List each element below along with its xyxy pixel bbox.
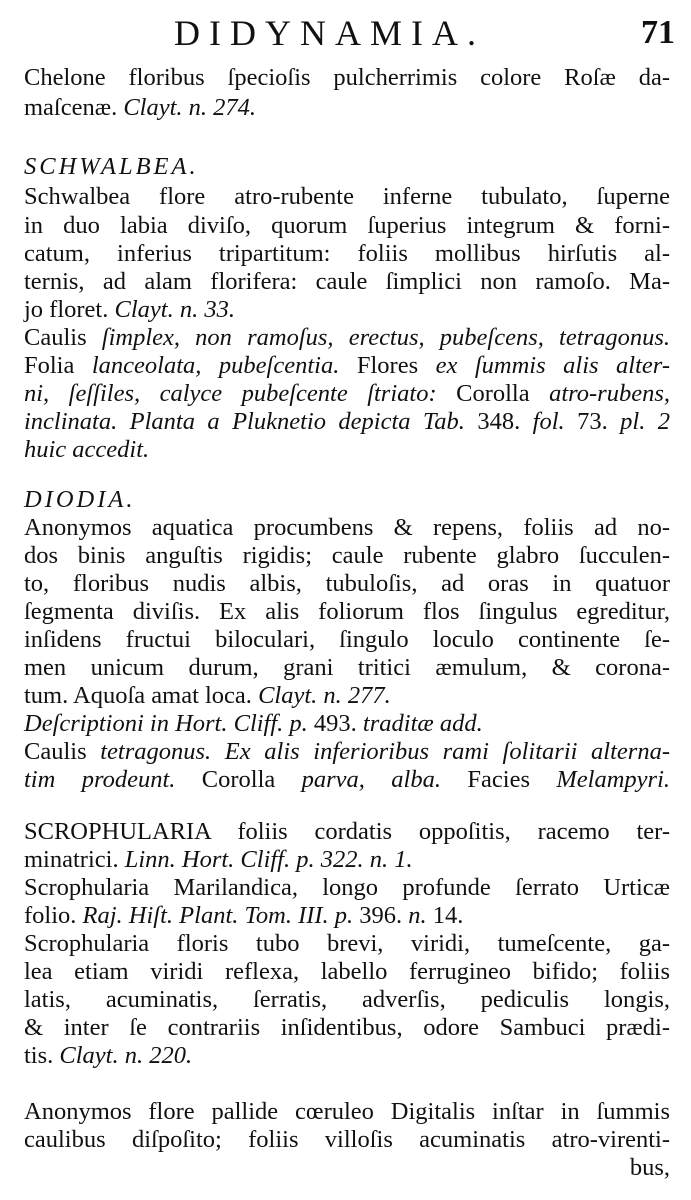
text-line xyxy=(24,598,670,626)
italic-run: pl. 2 xyxy=(620,408,671,435)
italic-run: tetragonus. Ex alis inferioribus rami ſolitarii alterna- xyxy=(100,738,670,765)
text-run: 73. xyxy=(564,408,621,435)
text-run: in duo labia diviſo, quorum ſuperius integrum & forni- xyxy=(24,212,670,239)
section-heading-schwalbea xyxy=(24,153,670,181)
text-run: latis, acuminatis, ſerratis, adverſis, pediculis longis, xyxy=(24,986,670,1013)
text-run: tum. Aquoſa amat loca. xyxy=(24,682,259,709)
italic-run: Clayt. n. 220. xyxy=(59,1042,193,1069)
text-run: ſegmenta diviſis. Ex alis foliorum flos ſingulus egreditur, xyxy=(24,598,670,625)
text-line xyxy=(24,902,670,930)
italic-run: Linn. Hort. Cliff. p. 322. n. 1. xyxy=(124,846,413,873)
text-line xyxy=(24,818,670,846)
text-run: jo floret. xyxy=(24,296,115,323)
italic-run: Clayt. n. 33. xyxy=(114,296,235,323)
text-line xyxy=(24,738,670,766)
text-line xyxy=(24,380,670,408)
text-run: tis. xyxy=(24,1042,60,1069)
text-line xyxy=(24,212,670,240)
text-run: maſcenæ. xyxy=(24,94,124,121)
text-run: Facies xyxy=(441,766,557,793)
text-run: Corolla xyxy=(175,766,302,793)
text-line xyxy=(24,1098,670,1126)
italic-run: Clayt. n. 274. xyxy=(123,94,257,121)
text-line xyxy=(24,542,670,570)
text-run: Flores xyxy=(339,352,436,379)
italic-run: fol. xyxy=(532,408,565,435)
text-run: Anonymos flore pallide cœruleo Digitalis inſtar in ſummis xyxy=(24,1098,670,1125)
text-run: Folia xyxy=(24,352,92,379)
italic-run: Raj. Hiſt. Plant. Tom. III. p. xyxy=(82,902,354,929)
italic-run: traditæ add. xyxy=(362,710,483,737)
italic-run: parva, alba. xyxy=(301,766,441,793)
text-run: 493. xyxy=(307,710,363,737)
italic-run: Melampyri. xyxy=(556,766,670,793)
text-run: to, floribus nudis albis, tubuloſis, ad oras in quatuor xyxy=(24,570,670,597)
text-run: Scrophularia Marilandica, longo profunde ſerrato Urticæ xyxy=(24,874,670,901)
text-run: dos binis anguſtis rigidis; caule rubente glabro ſucculen- xyxy=(24,542,670,569)
text-line xyxy=(24,268,670,296)
text-run: 14. xyxy=(426,902,464,929)
text-line xyxy=(24,296,670,324)
italic-run: tim prodeunt. xyxy=(24,766,176,793)
text-line xyxy=(24,514,670,542)
italic-run: inclinata. Planta a Pluknetio depicta Tab. xyxy=(24,408,465,435)
text-run: & inter ſe contrariis inſidentibus, odore Sambuci prædi- xyxy=(24,1014,670,1041)
text-line xyxy=(24,766,670,794)
text-run: caulibus diſpoſito; foliis villoſis acuminatis atro-virenti- xyxy=(24,1126,670,1153)
text-run: catum, inferius tripartitum: foliis mollibus hirſutis al- xyxy=(24,240,670,267)
text-run: Corolla xyxy=(436,380,550,407)
text-line xyxy=(24,436,670,464)
text-run: Anonymos aquatica procumbens & repens, foliis ad no- xyxy=(24,514,670,541)
italic-run: lanceolata, pubeſcentia. xyxy=(91,352,340,379)
text-run: Caulis xyxy=(24,738,101,765)
running-title: DIDYNAMIA. xyxy=(174,13,485,53)
text-run: Schwalbea flore atro-rubente inferne tubulato, ſuperne xyxy=(24,183,670,210)
text-run: inſidens fructui biloculari, ſingulo loculo continente ſe- xyxy=(24,626,670,653)
text-line xyxy=(24,183,670,211)
italic-run: SCHWALBEA. xyxy=(24,153,199,180)
text-line xyxy=(24,846,670,874)
italic-run: Clayt. n. 277. xyxy=(258,682,391,709)
text-run: folio. xyxy=(24,902,83,929)
text-line xyxy=(24,682,670,710)
text-line xyxy=(24,1014,670,1042)
text-line xyxy=(24,626,670,654)
italic-run: atro-rubens, xyxy=(549,380,670,407)
text-line xyxy=(24,570,670,598)
text-line xyxy=(24,654,670,682)
italic-run: huic accedit. xyxy=(24,436,150,463)
text-line xyxy=(24,874,670,902)
text-run: Caulis xyxy=(24,324,102,351)
text-line xyxy=(24,352,670,380)
text-run: men unicum durum, grani tritici æmulum, & corona- xyxy=(24,654,670,681)
text-line xyxy=(24,1126,670,1154)
text-run: 348. xyxy=(464,408,533,435)
italic-run: ſimplex, non ramoſus, erectus, pubeſcens, tetragonus. xyxy=(101,324,670,351)
text-run: bus, xyxy=(629,1154,670,1181)
text-line xyxy=(24,958,670,986)
text-run: 396. xyxy=(353,902,409,929)
text-line xyxy=(24,1042,670,1070)
page-number: 71 xyxy=(641,14,675,51)
italic-run: ni, ſeſſiles, calyce pubeſcente ſtriato: xyxy=(24,380,437,407)
text-line xyxy=(24,240,670,268)
text-line xyxy=(24,324,670,352)
text-line xyxy=(24,94,670,122)
text-line xyxy=(24,710,670,738)
page-header xyxy=(0,10,691,56)
text-line xyxy=(24,64,670,92)
section-heading-diodia xyxy=(24,486,670,514)
italic-run: n. xyxy=(408,902,427,929)
italic-run: ex ſummis alis alter- xyxy=(435,352,670,379)
text-run: SCROPHULARIA foliis cordatis oppoſitis, racemo ter- xyxy=(24,818,670,845)
text-line xyxy=(24,986,670,1014)
text-run: Chelone floribus ſpecioſis pulcherrimis colore Roſæ da- xyxy=(24,64,670,91)
text-line xyxy=(24,408,670,436)
text-run: ternis, ad alam florifera: caule ſimplici non ramoſo. Ma- xyxy=(24,268,670,295)
text-run: lea etiam viridi reflexa, labello ferrugineo bifido; foliis xyxy=(24,958,670,985)
text-run: Scrophularia floris tubo brevi, viridi, tumeſcente, ga- xyxy=(24,930,670,957)
text-run: minatrici. xyxy=(24,846,125,873)
text-line xyxy=(24,1154,670,1182)
italic-run: DIODIA. xyxy=(24,486,136,513)
italic-run: Deſcriptioni in Hort. Cliff. p. xyxy=(24,710,308,737)
text-line xyxy=(24,930,670,958)
